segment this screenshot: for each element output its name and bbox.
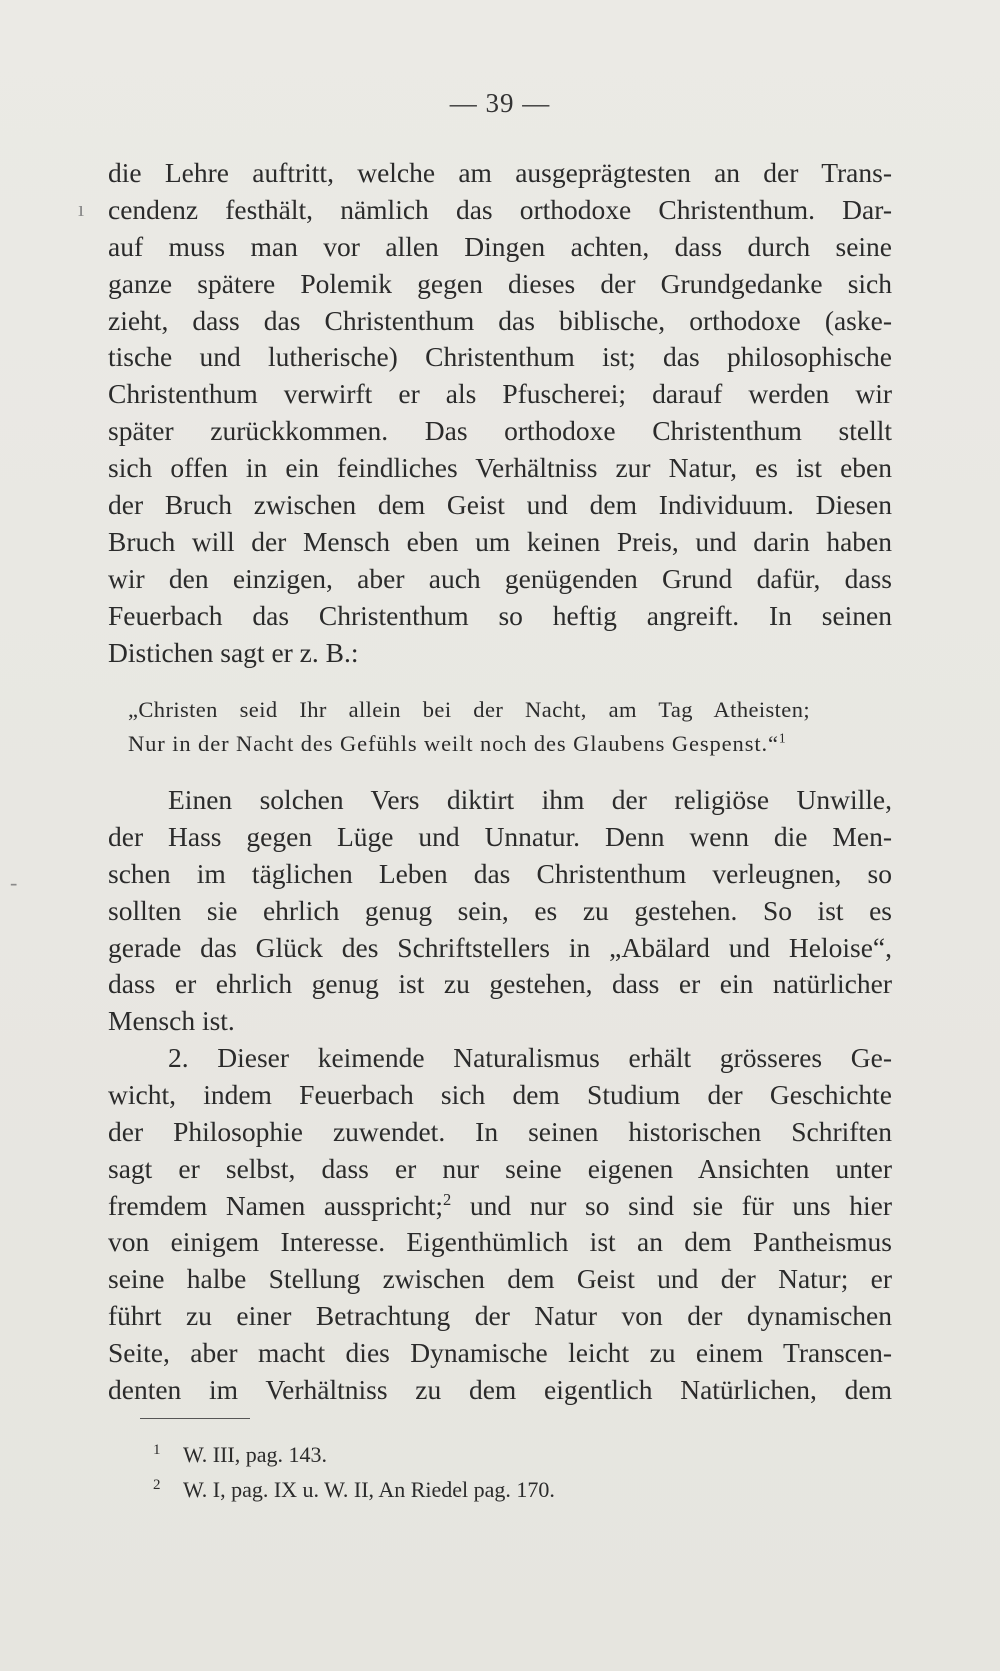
text-line-part: und nur so sind sie für uns hier [451,1189,892,1221]
footnote-text: W. I, pag. IX u. W. II, An Riedel pag. 170. [183,1477,555,1502]
footnote: 1 W. III, pag. 143. [153,1441,327,1467]
text-line: wicht, indem Feuerbach sich dem Studium der Geschichte [108,1078,892,1110]
text-line: gerade das Glück des Schriftstellers in „Abälard und Heloise“, [108,931,892,963]
text-line [108,1188,892,1225]
text-line: sagt er selbst, dass er nur seine eigenen Ansichten unter [108,1152,892,1184]
text-line: auf muss man vor allen Dingen achten, dass durch seine [108,230,892,262]
footnote-ref: 2 [443,1189,452,1209]
text-line-part: fremdem Namen ausspricht; [108,1189,444,1221]
footnote-divider [140,1418,250,1419]
text-line: Feuerbach das Christenthum so heftig angreift. In seinen [108,599,892,631]
text-line: cendenz festhält, nämlich das orthodoxe Christenthum. Dar- [108,193,892,225]
text-line: der Bruch zwischen dem Geist und dem Individuum. Diesen [108,489,892,521]
quote-line: „Christen seid Ihr allein bei der Nacht, am Tag Atheisten; [128,697,810,722]
text-line: von einigem Interesse. Eigenthümlich ist an dem Pantheismus [108,1226,892,1258]
text-line: 2. Dieser keimende Naturalismus erhält grösseres Ge- [168,1042,892,1073]
text-line: Christenthum verwirft er als Pfuscherei; darauf werden wir [108,378,892,410]
footnotes [153,1437,753,1507]
text-line: Distichen sagt er z. B.: [108,636,359,668]
text-line: wir den einzigen, aber auch genügenden Grund dafür, dass [108,562,892,594]
text-line: ganze spätere Polemik gegen dieses der Grundgedanke sich [108,267,892,299]
paragraph-3 [108,1040,892,1409]
text-line: sollten sie ehrlich genug sein, es zu gestehen. So ist es [108,894,892,926]
text-line: Einen solchen Vers diktirt ihm der religiöse Unwille, [168,784,892,815]
text-line: Mensch ist. [108,1005,235,1037]
paragraph-2 [108,782,892,1040]
text-line: denten im Verhältniss zu dem eigentlich Natürlichen, dem [108,1374,892,1406]
text-line: seine halbe Stellung zwischen dem Geist und der Natur; er [108,1263,892,1295]
text-line: später zurückkommen. Das orthodoxe Christenthum stellt [108,415,892,447]
text-line: tische und lutherische) Christenthum ist; das philosophische [108,341,892,373]
text-line: schen im täglichen Leben das Christenthum verleugnen, so [108,857,892,889]
footnote-text: W. III, pag. 143. [183,1442,327,1467]
margin-mark: - [10,870,18,895]
quote-line [128,727,898,761]
text-line: der Philosophie zuwendet. In seinen historischen Schriften [108,1115,892,1147]
text-line: sich offen in ein feindliches Verhältniss zur Natur, es ist eben [108,452,892,484]
text-line: Bruch will der Mensch eben um keinen Preis, und darin haben [108,525,892,557]
margin-mark: ı [78,196,85,221]
text-line: der Hass gegen Lüge und Unnatur. Denn wenn die Men- [108,820,892,852]
text-line: zieht, dass das Christenthum das biblische, orthodoxe (aske- [108,304,892,336]
text-line: führt zu einer Betrachtung der Natur von der dynamischen [108,1300,892,1332]
text-line: die Lehre auftritt, welche am ausgeprägtesten an der Trans- [108,157,892,188]
quote-line-text: Nur in der Nacht des Gefühls weilt noch des Glaubens Gespenst.“ [128,731,779,756]
paragraph-1 [108,155,892,671]
page-number: — 39 — [449,88,551,118]
text-line: Seite, aber macht dies Dynamische leicht zu einem Transcen- [108,1337,892,1369]
distich-quote [128,693,898,761]
footnote-ref: 1 [778,730,787,746]
text-line: dass er ehrlich genug ist zu gestehen, dass er ein natürlicher [108,968,892,1000]
footnote: 2 W. I, pag. IX u. W. II, An Riedel pag. 170. [153,1476,555,1502]
